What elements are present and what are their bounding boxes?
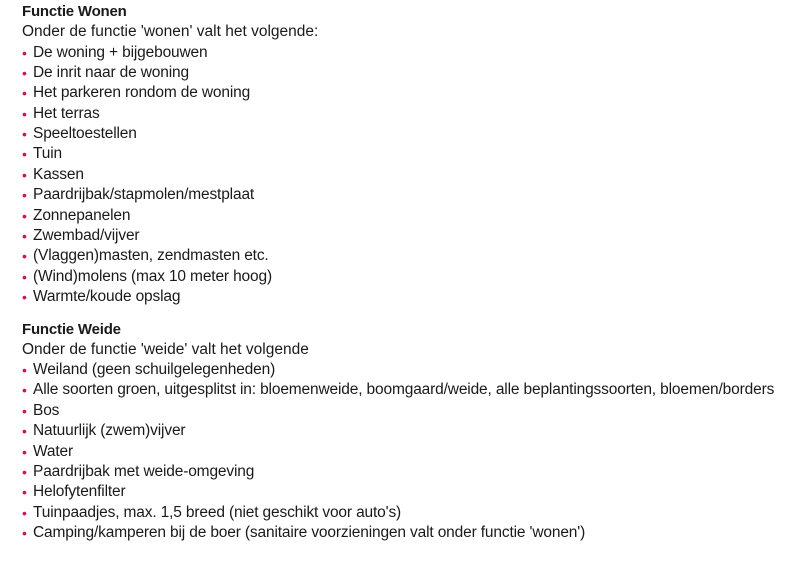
section-spacer [22, 308, 800, 320]
section-functie-wonen [22, 2, 800, 308]
list-item: • De woning + bijgebouwen [22, 43, 800, 63]
bullet-icon: • [22, 187, 27, 204]
list-item: • Alle soorten groen, uitgesplitst in: bloemenweide, boomgaard/weide, alle beplantingssoorten, bloemen/borders [22, 380, 800, 400]
list-item: • Water [22, 442, 800, 462]
bullet-icon: • [22, 207, 27, 224]
list-item: • (Vlaggen)masten, zendmasten etc. [22, 246, 800, 266]
list-item: • Zwembad/vijver [22, 226, 800, 246]
list-item: • Paardrijbak met weide-omgeving [22, 462, 800, 482]
bullet-icon: • [22, 289, 27, 306]
bullet-icon: • [22, 228, 27, 245]
bullet-icon: • [22, 423, 27, 440]
bullet-icon: • [22, 146, 27, 163]
bullet-icon: • [22, 525, 27, 542]
bullet-list [22, 43, 800, 308]
bullet-icon: • [22, 504, 27, 521]
bullet-icon: • [22, 64, 27, 81]
section-intro: Onder de functie 'weide' valt het volgende [22, 340, 309, 358]
section-heading: Functie Weide [22, 320, 121, 338]
bullet-icon: • [22, 464, 27, 481]
list-item: • Warmte/koude opslag [22, 287, 800, 307]
list-item: • Tuinpaadjes, max. 1,5 breed (niet geschikt voor auto's) [22, 503, 800, 523]
bullet-icon: • [22, 126, 27, 143]
bullet-icon: • [22, 105, 27, 122]
section-functie-weide [22, 320, 800, 544]
bullet-icon: • [22, 402, 27, 419]
bullet-icon: • [22, 268, 27, 285]
list-item: • Speeltoestellen [22, 124, 800, 144]
list-item: • Weiland (geen schuilgelegenheden) [22, 360, 800, 380]
bullet-icon: • [22, 44, 27, 61]
list-item: • Camping/kamperen bij de boer (sanitaire voorzieningen valt onder functie 'wonen') [22, 523, 800, 543]
list-item: • Zonnepanelen [22, 206, 800, 226]
bullet-icon: • [22, 362, 27, 379]
bullet-icon: • [22, 484, 27, 501]
bullet-icon: • [22, 166, 27, 183]
list-item: • Bos [22, 401, 800, 421]
bullet-list [22, 360, 800, 544]
list-item: • Kassen [22, 165, 800, 185]
list-item: • Het terras [22, 104, 800, 124]
bullet-icon: • [22, 382, 27, 399]
document [22, 2, 800, 544]
section-heading: Functie Wonen [22, 3, 127, 20]
list-item: • (Wind)molens (max 10 meter hoog) [22, 267, 800, 287]
list-item: • Paardrijbak/stapmolen/mestplaat [22, 185, 800, 205]
bullet-icon: • [22, 443, 27, 460]
list-item: • De inrit naar de woning [22, 63, 800, 83]
bullet-icon: • [22, 248, 27, 265]
bullet-icon: • [22, 85, 27, 102]
list-item: • Het parkeren rondom de woning [22, 83, 800, 103]
list-item: • Natuurlijk (zwem)vijver [22, 421, 800, 441]
list-item: • Tuin [22, 144, 800, 164]
list-item: • Helofytenfilter [22, 482, 800, 502]
section-intro: Onder de functie 'wonen' valt het volgende: [22, 23, 319, 40]
